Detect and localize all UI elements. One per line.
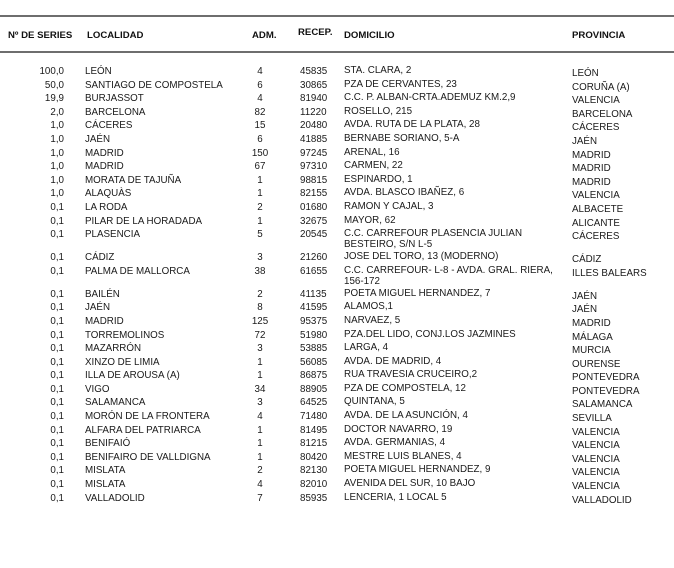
cell-series: 1,0 — [50, 147, 64, 159]
cell-domicilio: PZA DE CERVANTES, 23 — [344, 78, 457, 90]
table-row — [0, 134, 674, 148]
cell-recep: 01680 — [300, 201, 328, 213]
cell-series: 0,1 — [50, 329, 64, 341]
cell-series: 0,1 — [50, 252, 64, 264]
cell-localidad: MISLATA — [85, 465, 126, 477]
cell-domicilio: C.C. CARREFOUR PLASENCIA JULIAN BESTEIRO, S/N L-5 — [344, 228, 523, 250]
cell-localidad: SALAMANCA — [85, 397, 146, 409]
cell-recep: 81215 — [300, 438, 328, 450]
cell-localidad: MORÓN DE LA FRONTERA — [85, 411, 210, 423]
table-row — [0, 316, 674, 330]
cell-recep: 81940 — [300, 93, 328, 105]
cell-series: 1,0 — [50, 174, 64, 186]
header-localidad: LOCALIDAD — [87, 30, 144, 41]
header-domicilio: DOMICILIO — [344, 30, 395, 41]
header-rule-bottom — [0, 51, 674, 53]
cell-recep: 41595 — [300, 302, 328, 314]
cell-recep: 61655 — [300, 265, 328, 277]
cell-recep: 21260 — [300, 252, 328, 264]
cell-provincia: VALENCIA — [572, 426, 620, 438]
cell-series: 2,0 — [50, 106, 64, 118]
cell-series: 0,1 — [50, 424, 64, 436]
table-row — [0, 80, 674, 94]
cell-domicilio: POETA MIGUEL HERNANDEZ, 9 — [344, 464, 491, 476]
table-row — [0, 357, 674, 371]
table-row — [0, 302, 674, 316]
cell-adm: 2 — [257, 288, 263, 300]
cell-adm: 4 — [257, 411, 263, 423]
cell-adm: 3 — [257, 343, 263, 355]
table-row — [0, 252, 674, 266]
cell-adm: 150 — [251, 147, 269, 159]
cell-series: 0,1 — [50, 315, 64, 327]
table-row — [0, 465, 674, 479]
cell-recep: 98815 — [300, 174, 328, 186]
cell-localidad: BURJASSOT — [85, 93, 144, 105]
table-row — [0, 66, 674, 80]
cell-recep: 97245 — [300, 147, 328, 159]
cell-recep: 41135 — [300, 288, 327, 300]
cell-series: 0,1 — [50, 265, 64, 277]
cell-domicilio: ESPINARDO, 1 — [344, 173, 413, 185]
table-row — [0, 188, 674, 202]
cell-localidad: XINZO DE LIMIA — [85, 356, 160, 368]
table-row — [0, 493, 674, 507]
cell-provincia: ALICANTE — [572, 217, 620, 229]
cell-recep: 71480 — [300, 411, 328, 423]
cell-domicilio: CARMEN, 22 — [344, 160, 403, 172]
cell-domicilio: LENCERIA, 1 LOCAL 5 — [344, 491, 447, 503]
cell-series: 100,0 — [39, 66, 64, 77]
cell-series: 0,1 — [50, 370, 64, 382]
cell-localidad: PLASENCIA — [85, 229, 140, 241]
cell-provincia: VALENCIA — [572, 481, 620, 493]
cell-series: 0,1 — [50, 215, 64, 227]
cell-recep: 81495 — [300, 424, 328, 436]
cell-recep: 20545 — [300, 229, 328, 241]
cell-provincia: OURENSE — [572, 358, 621, 370]
cell-adm: 82 — [254, 106, 266, 118]
cell-domicilio: AVENIDA DEL SUR, 10 BAJO — [344, 478, 476, 490]
cell-adm: 8 — [257, 302, 263, 314]
cell-adm: 3 — [257, 252, 263, 264]
cell-recep: 51980 — [300, 329, 328, 341]
cell-recep: 86875 — [300, 370, 328, 382]
table-row — [0, 107, 674, 121]
cell-provincia: MADRID — [572, 149, 611, 161]
cell-localidad: ALFARA DEL PATRIARCA — [85, 424, 201, 436]
cell-domicilio: AVDA. RUTA DE LA PLATA, 28 — [344, 119, 480, 131]
cell-recep: 88905 — [300, 383, 328, 395]
cell-adm: 125 — [251, 315, 269, 327]
cell-localidad: MADRID — [85, 315, 124, 327]
cell-series: 0,1 — [50, 288, 64, 300]
cell-provincia: VALENCIA — [572, 440, 620, 452]
cell-adm: 7 — [257, 492, 263, 504]
cell-adm: 67 — [254, 161, 266, 173]
cell-provincia: ILLES BALEARS — [572, 267, 647, 279]
cell-provincia: ALBACETE — [572, 203, 624, 215]
cell-domicilio: AVDA. BLASCO IBAÑEZ, 6 — [344, 187, 465, 199]
cell-provincia: VALENCIA — [572, 95, 620, 107]
cell-localidad: LA RODA — [85, 201, 128, 213]
cell-localidad: MADRID — [85, 161, 124, 173]
cell-provincia: VALLADOLID — [572, 494, 632, 506]
cell-domicilio: PZA DE COMPOSTELA, 12 — [344, 382, 466, 394]
header-provincia: PROVINCIA — [572, 30, 626, 41]
cell-recep: 30865 — [300, 79, 328, 91]
cell-provincia: CÁCERES — [572, 231, 620, 243]
cell-provincia: BARCELONA — [572, 108, 633, 120]
cell-domicilio: QUINTANA, 5 — [344, 396, 405, 408]
cell-localidad: PALMA DE MALLORCA — [85, 265, 190, 277]
cell-localidad: VIGO — [85, 383, 110, 395]
cell-localidad: BAILÉN — [85, 288, 120, 300]
cell-localidad: TORREMOLINOS — [85, 329, 165, 341]
table-row — [0, 370, 674, 384]
cell-series: 0,1 — [50, 411, 64, 423]
cell-adm: 4 — [257, 93, 263, 105]
table-row — [0, 202, 674, 216]
cell-localidad: MADRID — [85, 147, 124, 159]
cell-localidad: SANTIAGO DE COMPOSTELA — [85, 79, 223, 91]
table-row — [0, 175, 674, 189]
cell-domicilio: ROSELLO, 215 — [344, 105, 413, 117]
cell-provincia: CÁDIZ — [572, 254, 602, 266]
table-row — [0, 289, 674, 303]
cell-series: 1,0 — [50, 188, 64, 200]
cell-adm: 4 — [257, 479, 263, 491]
cell-provincia: MADRID — [572, 317, 611, 329]
cell-domicilio: C.C. CARREFOUR- L-8 - AVDA. GRAL. RIERA, 156-172 — [344, 264, 553, 287]
cell-recep: 41885 — [300, 133, 328, 145]
cell-localidad: BENIFAIRO DE VALLDIGNA — [85, 451, 211, 463]
table-row — [0, 161, 674, 175]
cell-adm: 1 — [257, 451, 263, 463]
cell-localidad: MORATA DE TAJUÑA — [85, 174, 182, 186]
table-row — [0, 148, 674, 162]
cell-localidad: VALLADOLID — [85, 492, 145, 504]
cell-provincia: JAÉN — [572, 304, 598, 316]
cell-localidad: JAÉN — [85, 133, 111, 145]
cell-localidad: MAZARRÓN — [85, 343, 142, 355]
cell-provincia: VALENCIA — [572, 453, 620, 465]
cell-localidad: LEÓN — [85, 66, 112, 77]
cell-adm: 6 — [257, 133, 263, 145]
cell-localidad: BARCELONA — [85, 106, 146, 118]
cell-recep: 56085 — [300, 356, 328, 368]
cell-series: 0,1 — [50, 438, 64, 450]
cell-domicilio: POETA MIGUEL HERNANDEZ, 7 — [344, 287, 491, 299]
cell-localidad: MISLATA — [85, 479, 126, 491]
cell-domicilio: AVDA. GERMANIAS, 4 — [344, 437, 446, 449]
table-row — [0, 384, 674, 398]
cell-series: 0,1 — [50, 229, 64, 241]
cell-domicilio: MAYOR, 62 — [344, 214, 396, 226]
header-rule-top — [0, 15, 674, 17]
cell-domicilio: ARENAL, 16 — [344, 146, 400, 158]
table-row — [0, 229, 674, 252]
cell-adm: 3 — [257, 397, 263, 409]
cell-domicilio: RUA TRAVESIA CRUCEIRO,2 — [344, 369, 478, 381]
table-row — [0, 425, 674, 439]
cell-series: 0,1 — [50, 492, 64, 504]
cell-adm: 72 — [254, 329, 266, 341]
cell-domicilio: MESTRE LUIS BLANES, 4 — [344, 450, 462, 462]
cell-provincia: VALENCIA — [572, 467, 620, 479]
cell-domicilio: NARVAEZ, 5 — [344, 314, 401, 326]
table-row — [0, 216, 674, 230]
header-recep: RECEP. — [298, 27, 333, 38]
cell-adm: 1 — [257, 424, 263, 436]
cell-provincia: JAÉN — [572, 290, 598, 302]
cell-recep: 85935 — [300, 492, 328, 504]
cell-series: 0,1 — [50, 451, 64, 463]
cell-recep: 53885 — [300, 343, 328, 355]
cell-domicilio: C.C. P. ALBAN-CRTA.ADEMUZ KM.2,9 — [344, 92, 516, 104]
cell-adm: 4 — [257, 66, 263, 77]
cell-recep: 82010 — [300, 479, 328, 491]
cell-localidad: BENIFAIÓ — [85, 438, 131, 450]
cell-series: 50,0 — [44, 79, 64, 91]
cell-adm: 1 — [257, 438, 263, 450]
table-row — [0, 266, 674, 289]
cell-series: 1,0 — [50, 161, 64, 173]
cell-adm: 1 — [257, 370, 263, 382]
cell-provincia: MADRID — [572, 163, 611, 175]
cell-provincia: MÁLAGA — [572, 331, 613, 343]
cell-series: 0,1 — [50, 397, 64, 409]
cell-adm: 2 — [257, 201, 263, 213]
cell-adm: 6 — [257, 79, 263, 91]
cell-domicilio: AVDA. DE LA ASUNCIÓN, 4 — [344, 410, 468, 422]
cell-adm: 1 — [257, 356, 263, 368]
cell-recep: 20480 — [300, 120, 328, 132]
cell-recep: 64525 — [300, 397, 328, 409]
cell-recep: 82130 — [300, 465, 328, 477]
cell-recep: 45835 — [300, 66, 328, 77]
cell-localidad: JAÉN — [85, 302, 111, 314]
cell-provincia: MURCIA — [572, 345, 611, 357]
table-row — [0, 438, 674, 452]
cell-series: 19,9 — [44, 93, 64, 105]
cell-domicilio: RAMON Y CAJAL, 3 — [344, 200, 434, 212]
table-row — [0, 330, 674, 344]
cell-provincia: MADRID — [572, 176, 611, 188]
cell-series: 0,1 — [50, 465, 64, 477]
cell-provincia: SALAMANCA — [572, 399, 633, 411]
header-adm: ADM. — [252, 30, 277, 41]
cell-series: 0,1 — [50, 343, 64, 355]
cell-series: 1,0 — [50, 133, 64, 145]
cell-recep: 32675 — [300, 215, 328, 227]
cell-adm: 2 — [257, 465, 263, 477]
cell-series: 0,1 — [50, 383, 64, 395]
cell-localidad: PILAR DE LA HORADADA — [85, 215, 203, 227]
cell-adm: 5 — [257, 229, 263, 241]
cell-provincia: JAÉN — [572, 135, 598, 147]
cell-domicilio: AVDA. DE MADRID, 4 — [344, 355, 442, 367]
cell-domicilio: DOCTOR NAVARRO, 19 — [344, 423, 453, 435]
table-body — [0, 66, 674, 506]
cell-recep: 97310 — [300, 161, 328, 173]
header-series: Nº DE SERIES — [8, 30, 73, 41]
cell-series: 1,0 — [50, 120, 64, 132]
cell-localidad: CÁDIZ — [85, 252, 115, 264]
table-row — [0, 397, 674, 411]
cell-recep: 11220 — [300, 106, 327, 118]
cell-adm: 15 — [254, 120, 266, 132]
cell-adm: 1 — [257, 174, 263, 186]
cell-provincia: SEVILLA — [572, 413, 612, 425]
table-row — [0, 452, 674, 466]
cell-series: 0,1 — [50, 356, 64, 368]
table-row — [0, 479, 674, 493]
cell-adm: 1 — [257, 215, 263, 227]
cell-adm: 34 — [254, 383, 266, 395]
cell-domicilio: JOSE DEL TORO, 13 (MODERNO) — [344, 251, 499, 263]
cell-provincia: LEÓN — [572, 68, 599, 79]
table-row — [0, 411, 674, 425]
cell-provincia: CÁCERES — [572, 122, 620, 134]
cell-localidad: CÁCERES — [85, 120, 133, 132]
cell-recep: 82155 — [300, 188, 328, 200]
table-row — [0, 343, 674, 357]
cell-recep: 95375 — [300, 315, 328, 327]
cell-series: 0,1 — [50, 479, 64, 491]
cell-provincia: VALENCIA — [572, 190, 620, 202]
cell-series: 0,1 — [50, 201, 64, 213]
cell-domicilio: ALAMOS,1 — [344, 301, 394, 313]
cell-domicilio: STA. CLARA, 2 — [344, 65, 412, 76]
cell-provincia: CORUÑA (A) — [572, 81, 630, 93]
cell-domicilio: PZA.DEL LIDO, CONJ.LOS JAZMINES — [344, 328, 516, 340]
cell-localidad: ILLA DE AROUSA (A) — [85, 370, 180, 382]
cell-domicilio: LARGA, 4 — [344, 342, 389, 354]
table-row — [0, 120, 674, 134]
cell-domicilio: BERNABE SORIANO, 5-A — [344, 132, 460, 144]
cell-adm: 1 — [257, 188, 263, 200]
cell-provincia: PONTEVEDRA — [572, 372, 640, 384]
cell-recep: 80420 — [300, 451, 328, 463]
cell-series: 0,1 — [50, 302, 64, 314]
cell-localidad: ALAQUÀS — [85, 188, 132, 200]
table-row — [0, 93, 674, 107]
cell-adm: 38 — [254, 265, 266, 277]
cell-provincia: PONTEVEDRA — [572, 385, 640, 397]
